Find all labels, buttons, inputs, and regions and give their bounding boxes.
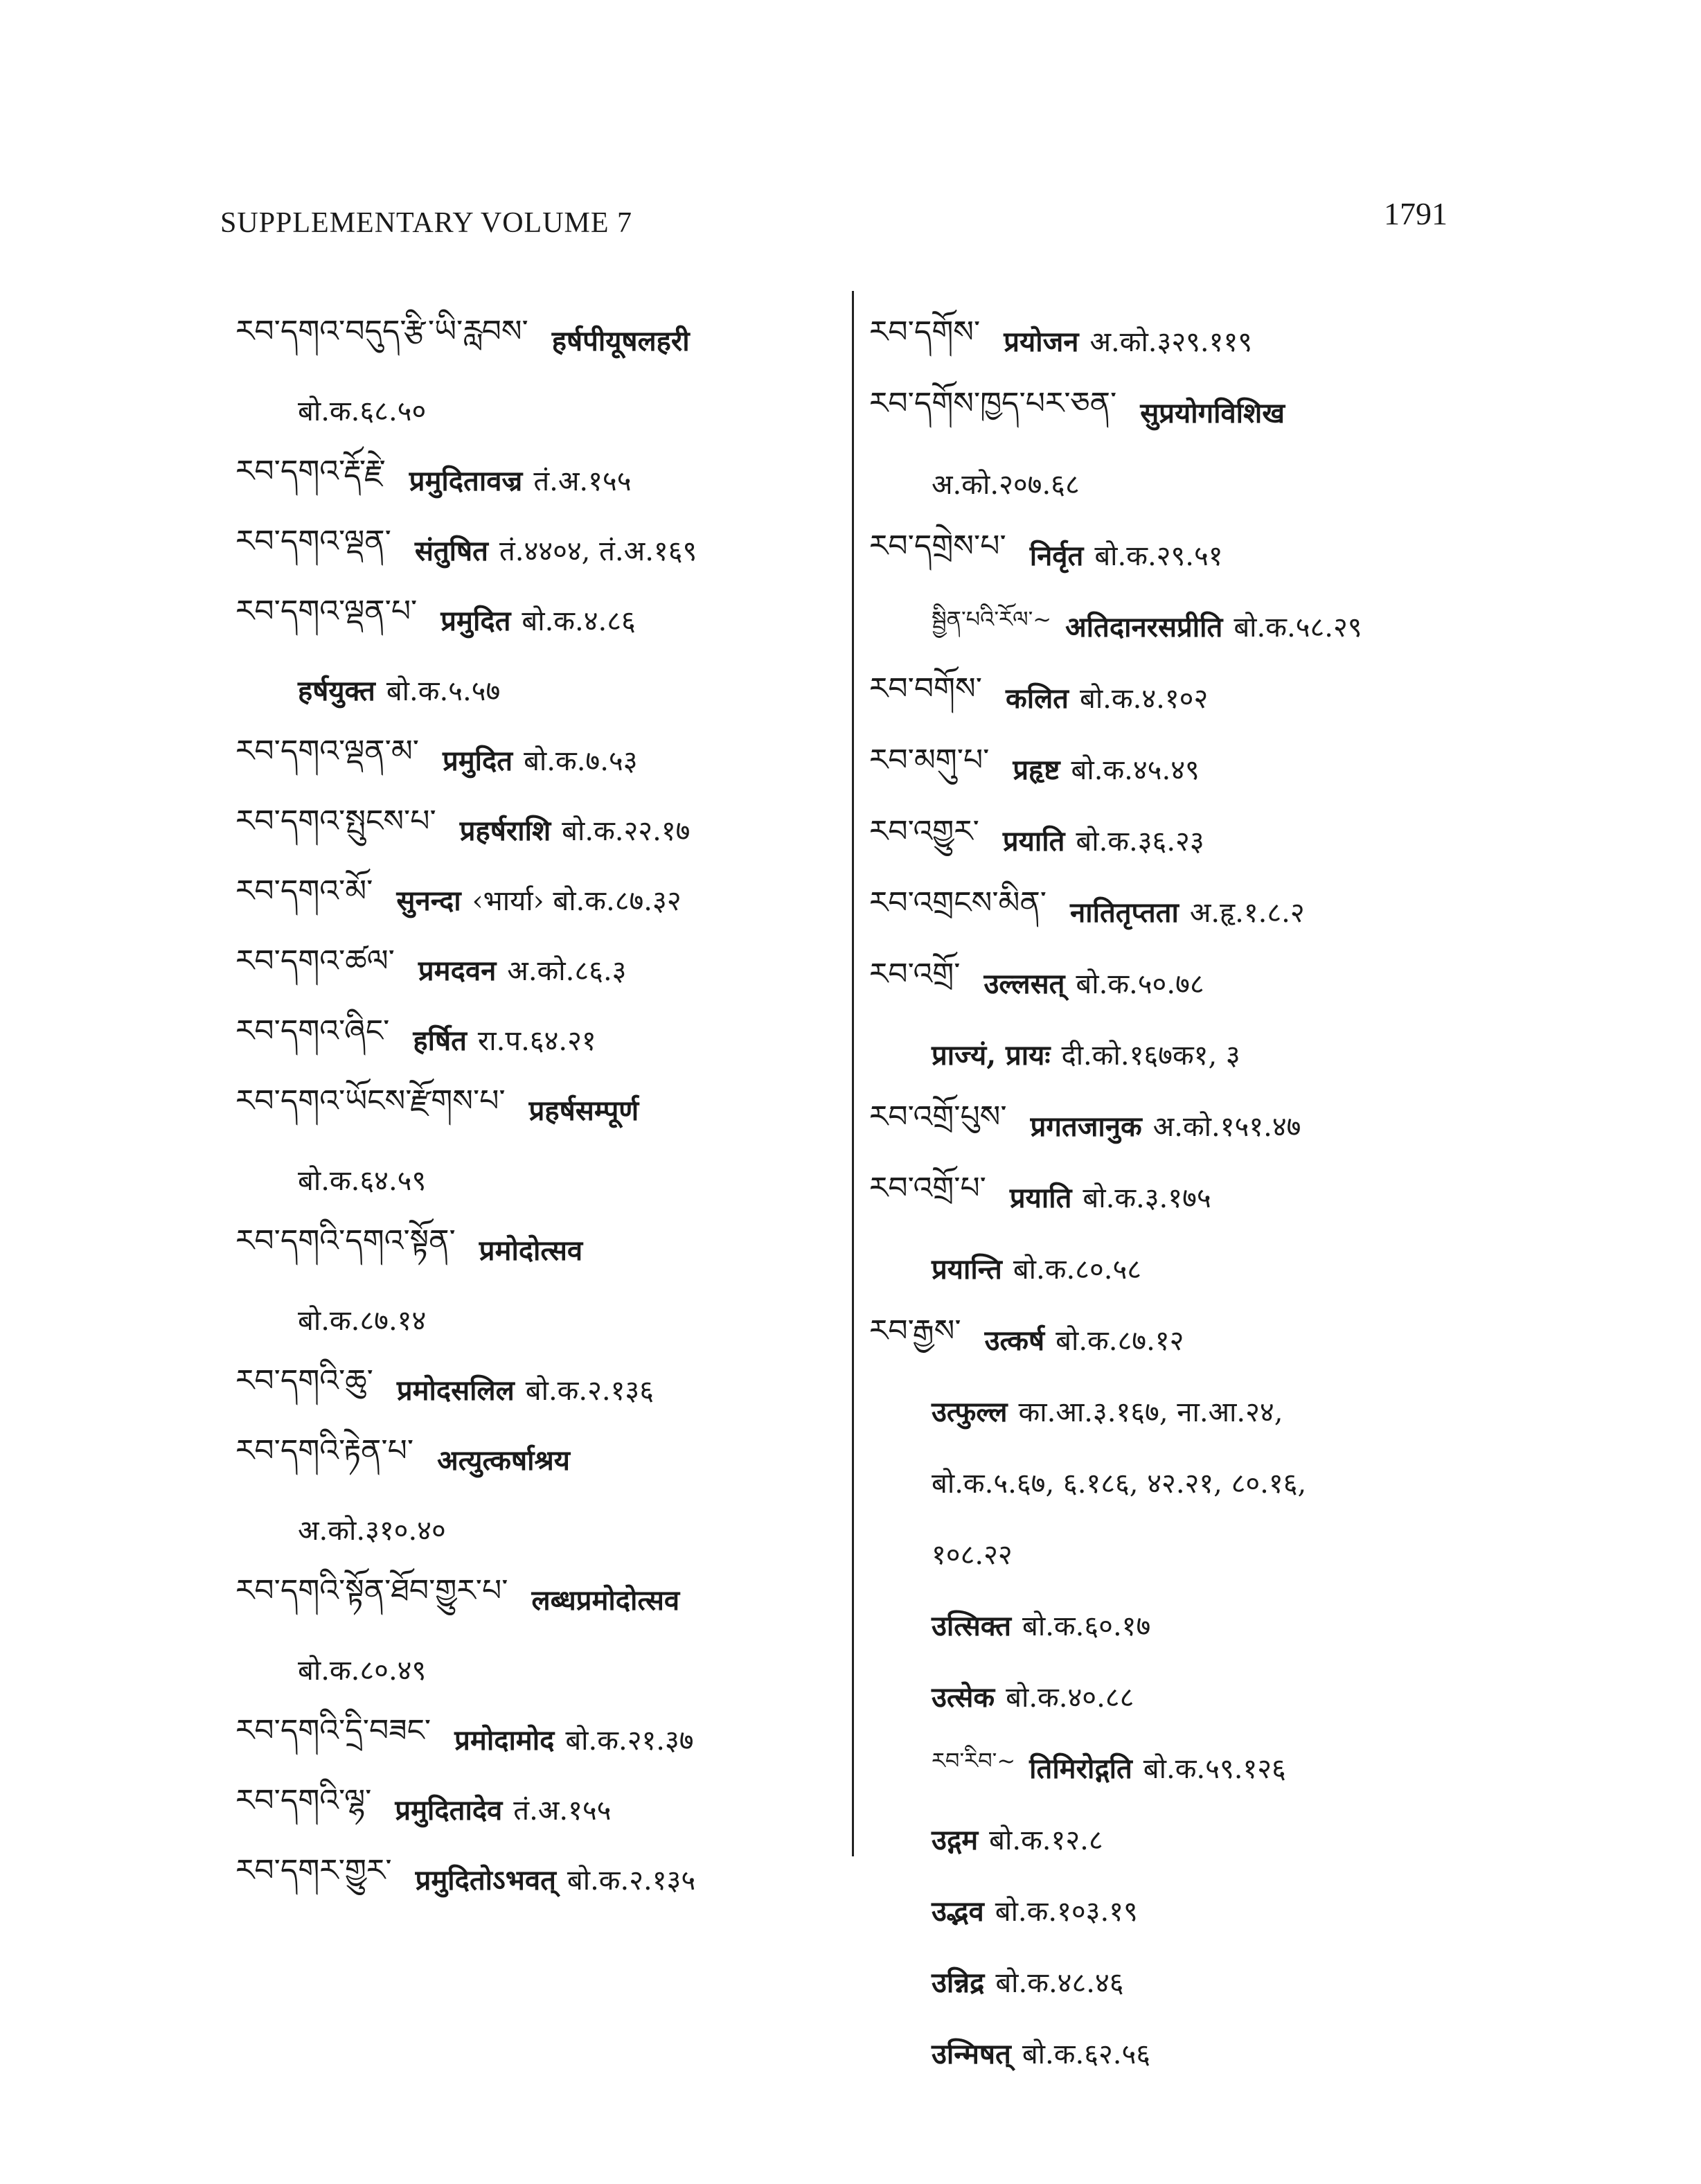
dictionary-entry-line: [235, 445, 845, 515]
source-reference: बो.क.७.५३: [524, 745, 638, 777]
source-reference: बो.क.६८.५०: [298, 396, 427, 427]
tibetan-headword: རབ་འགྲོ་པུས་: [869, 1099, 1007, 1135]
source-reference: बो.क.२९.५१: [1094, 540, 1223, 572]
sanskrit-equivalent: प्रमुदित: [440, 605, 511, 637]
sanskrit-equivalent: उन्मिषत्: [932, 2038, 1011, 2070]
tibetan-headword: རབ་དགའ་སྤུངས་པ་: [235, 803, 436, 839]
source-reference: तं.अ.१५५: [533, 465, 632, 497]
sanskrit-equivalent: प्रयाति: [1009, 1182, 1072, 1214]
sanskrit-equivalent: प्रहर्षराशि: [459, 815, 551, 847]
tibetan-headword: རབ་འགྱུར་: [869, 813, 979, 849]
source-reference: बो.क.४.१०२: [1079, 683, 1209, 715]
dictionary-entry-line: [235, 305, 845, 375]
dictionary-entry-line: [235, 515, 845, 585]
tibetan-headword: རབ་འགྲོ་: [869, 956, 961, 992]
source-reference: अ.को.८६.३: [507, 955, 627, 987]
dictionary-entry-line: [869, 1660, 1479, 1732]
source-reference: अ.को.३१०.४०: [298, 1515, 446, 1547]
sanskrit-equivalent: सुप्रयोगविशिख: [1140, 397, 1285, 429]
source-reference: रा.प.६४.२१: [477, 1025, 596, 1057]
sanskrit-equivalent: लब्धप्रमोदोत्सव: [531, 1584, 680, 1617]
dictionary-entry-line: [869, 876, 1479, 947]
sanskrit-equivalent: तिमिरोद्गति: [1029, 1752, 1132, 1785]
dictionary-entry-line: [235, 725, 845, 794]
sanskrit-equivalent: प्रमदवन: [418, 955, 497, 987]
sanskrit-equivalent: उद्गम: [932, 1824, 979, 1856]
source-reference: बो.क.२२.१७: [562, 815, 691, 847]
dictionary-entry-line: [235, 1494, 845, 1564]
sanskrit-equivalent: कलित: [1005, 682, 1069, 715]
source-reference: बो.क.४५.४९: [1071, 754, 1200, 786]
source-reference: तं.४४०४, तं.अ.१६९: [499, 535, 697, 567]
tibetan-headword: རབ་དགའི་ལྷ་: [235, 1782, 372, 1818]
tibetan-headword: རབ་དགའི་དྲི་བཟང་: [235, 1712, 431, 1748]
source-reference: बो.क.१२.८: [989, 1825, 1103, 1856]
tibetan-headword: རབ་རིབ་~: [932, 1747, 1016, 1774]
sanskrit-equivalent: प्रमोदोत्सव: [479, 1234, 583, 1267]
dictionary-entry-line: [869, 305, 1479, 376]
sanskrit-equivalent: प्रमुदित: [442, 745, 513, 777]
running-title: SUPPLEMENTARY VOLUME 7: [220, 207, 633, 239]
tibetan-headword: རབ་དགའི་རྟེན་པ་: [235, 1432, 414, 1468]
dictionary-entry-line: [235, 864, 845, 934]
dictionary-entry-line: [869, 590, 1479, 662]
sanskrit-equivalent: सुनन्दा: [396, 885, 461, 917]
dictionary-entry-line: [869, 519, 1479, 590]
source-reference: बो.क.५८.२९: [1234, 612, 1362, 643]
sanskrit-equivalent: निर्वृत: [1029, 540, 1084, 572]
dictionary-entry-line: [869, 1304, 1479, 1375]
dictionary-entry-line: [869, 376, 1479, 447]
tibetan-headword: རབ་དགོས་: [869, 314, 981, 350]
dictionary-entry-line: [235, 934, 845, 1004]
dictionary-entry-line: [869, 1018, 1479, 1090]
source-reference: बो.क.८०.४९: [298, 1655, 427, 1687]
sanskrit-equivalent: हर्षयुक्त: [298, 675, 375, 707]
tibetan-headword: རབ་དགའ་ཞིང་: [235, 1013, 390, 1049]
source-reference: अ.को.१५१.४७: [1152, 1111, 1301, 1143]
tibetan-headword: རབ་དགའ་རྡོ་རྗེ་: [235, 453, 386, 489]
tibetan-headword: རབ་དགའ་ཚལ་: [235, 943, 395, 979]
sanskrit-equivalent: प्रयाति: [1002, 825, 1065, 858]
source-reference: बो.क.२.१३५: [567, 1865, 696, 1897]
tibetan-headword: རབ་དགར་གྱུར་: [235, 1852, 392, 1888]
sanskrit-equivalent: नातितृप्तता: [1070, 896, 1179, 929]
dictionary-entry-line: [235, 1214, 845, 1284]
dictionary-entry-line: [235, 1424, 845, 1494]
source-reference: बो.क.४०.८८: [1006, 1682, 1134, 1714]
sanskrit-equivalent: प्रयान्ति: [932, 1253, 1002, 1286]
dictionary-entry-line: [869, 447, 1479, 519]
sanskrit-equivalent: उत्कर्ष: [984, 1324, 1045, 1357]
source-reference: तं.अ.१५५: [513, 1795, 612, 1827]
tibetan-headword: རབ་དགྲེས་པ་: [869, 528, 1006, 564]
source-reference: बो.क.४.८६: [522, 605, 636, 637]
source-reference: बो.क.३.१७५: [1083, 1182, 1211, 1214]
right-column: [869, 305, 1479, 2088]
source-reference: बो.क.४८.४६: [995, 1967, 1124, 1999]
dictionary-entry-line: [869, 1446, 1479, 1518]
source-reference: बो.क.६०.१७: [1022, 1610, 1151, 1642]
source-reference: अ.को.३२९.११९: [1089, 326, 1253, 358]
sanskrit-equivalent: प्रहर्षसम्पूर्ण: [528, 1094, 639, 1127]
left-column: [235, 305, 845, 1914]
dictionary-entry-line: [869, 662, 1479, 733]
source-reference: बो.क.२.१३६: [525, 1375, 654, 1407]
page-number: 1791: [1384, 196, 1448, 231]
sanskrit-equivalent: प्रमुदितादेव: [395, 1794, 503, 1827]
sanskrit-equivalent: उन्निद्र: [932, 1967, 985, 1999]
sanskrit-equivalent: हर्षपीयूषलहरी: [551, 325, 690, 357]
dictionary-entry-line: [869, 733, 1479, 804]
tibetan-headword: རབ་དགའ་ཡོངས་རྫོགས་པ་: [235, 1083, 506, 1119]
tibetan-headword: རབ་དགོས་ཁྱད་པར་ཅན་: [869, 385, 1117, 421]
source-reference: बो.क.३६.२३: [1076, 826, 1204, 858]
dictionary-entry-line: [869, 1232, 1479, 1304]
sanskrit-equivalent: प्रमुदितावज्र: [409, 465, 523, 497]
dictionary-entry-line: [235, 1774, 845, 1844]
tibetan-headword: རབ་དགའི་ཆུ་: [235, 1362, 373, 1399]
source-reference: बो.क.८०.५८: [1013, 1254, 1142, 1286]
source-reference: अ.को.२०७.६८: [932, 469, 1080, 501]
dictionary-entry-line: [235, 1844, 845, 1914]
dictionary-entry-line: [235, 1284, 845, 1354]
sanskrit-equivalent: प्रहृष्ट: [1013, 754, 1060, 786]
sanskrit-equivalent: उत्सिक्त: [932, 1610, 1011, 1642]
dictionary-entry-line: [235, 1004, 845, 1074]
dictionary-entry-line: [869, 1946, 1479, 2017]
dictionary-entry-line: [235, 794, 845, 864]
tibetan-headword: རབ་འགྲངས་མིན་: [869, 885, 1047, 921]
tibetan-headword: རབ་དགའ་ལྡན་མ་: [235, 733, 419, 769]
tibetan-headword: རབ་བགོས་: [869, 671, 982, 707]
tibetan-headword: རབ་དགའ་ལྡན་པ་: [235, 593, 418, 629]
source-reference: अ.हृ.१.८.२: [1189, 897, 1305, 929]
tibetan-headword: རབ་རྒྱས་: [869, 1313, 961, 1349]
dictionary-entry-line: [869, 1161, 1479, 1232]
dictionary-entry-line: [235, 1144, 845, 1214]
source-reference: बो.क.५.५७: [386, 675, 501, 707]
source-reference: बो.क.६२.५६: [1022, 2039, 1151, 2070]
dictionary-entry-line: [235, 1074, 845, 1144]
dictionary-entry-line: [235, 1354, 845, 1424]
source-reference: बो.क.८७.१४: [298, 1305, 427, 1337]
tibetan-headword: རབ་དགའི་དགའ་སྟོན་: [235, 1223, 456, 1259]
column-divider: [852, 291, 854, 1856]
sanskrit-equivalent: उत्फुल्ल: [932, 1396, 1008, 1428]
dictionary-entry-line: [235, 1704, 845, 1774]
sanskrit-equivalent: प्राज्यं, प्रायः: [932, 1039, 1051, 1072]
sanskrit-equivalent: उत्सेक: [932, 1681, 995, 1714]
dictionary-entry-line: [869, 2017, 1479, 2088]
dictionary-entry-line: [869, 1803, 1479, 1874]
source-reference: बो.क.६४.५९: [298, 1165, 427, 1197]
source-reference: का.आ.३.१६७, ना.आ.२४,: [1018, 1396, 1283, 1428]
tibetan-headword: རབ་འགྲོ་པ་: [869, 1170, 986, 1206]
sanskrit-equivalent: प्रयोजन: [1004, 326, 1079, 358]
source-reference: बो.क.२१.३७: [565, 1725, 694, 1757]
sanskrit-equivalent: संतुषित: [414, 535, 488, 567]
source-reference: १०८.२२: [932, 1539, 1013, 1571]
dictionary-entry-line: [869, 1375, 1479, 1446]
dictionary-entry-line: [235, 585, 845, 655]
source-reference: बो.क.५०.७८: [1076, 968, 1204, 1000]
sanskrit-equivalent: प्रगतजानुक: [1030, 1110, 1142, 1143]
source-reference: ‹भार्या› बो.क.८७.३२: [472, 885, 682, 917]
dictionary-entry-line: [869, 1874, 1479, 1946]
source-reference: बो.क.५.६७, ६.१८६, ४२.२१, ८०.१६,: [932, 1468, 1307, 1500]
sanskrit-equivalent: अत्युत्कर्षाश्रय: [437, 1444, 570, 1477]
dictionary-entry-line: [869, 1518, 1479, 1589]
sanskrit-equivalent: हर्षित: [413, 1024, 467, 1057]
dictionary-entry-line: [869, 804, 1479, 876]
dictionary-entry-line: [869, 1589, 1479, 1660]
dictionary-entry-line: [235, 655, 845, 725]
sanskrit-equivalent: उल्लसत्: [983, 968, 1065, 1000]
tibetan-headword: རབ་དགའ་བདུད་རྩི་ཡི་རླབས་: [235, 313, 528, 349]
sanskrit-equivalent: अतिदानरसप्रीति: [1065, 611, 1223, 643]
dictionary-entry-line: [869, 1090, 1479, 1161]
dictionary-entry-line: [235, 1564, 845, 1634]
sanskrit-equivalent: प्रमुदितोऽभवत्: [415, 1864, 556, 1897]
tibetan-headword: སྦྱིན་པའི་རོལ་~: [932, 605, 1052, 632]
sanskrit-equivalent: प्रमोदसलिल: [396, 1374, 515, 1407]
source-reference: बो.क.१०३.१९: [995, 1896, 1138, 1928]
dictionary-entry-line: [869, 1732, 1479, 1803]
tibetan-headword: རབ་དགའ་ལྡན་: [235, 523, 391, 559]
dictionary-entry-line: [235, 1634, 845, 1704]
source-reference: बो.क.५९.१२६: [1143, 1753, 1286, 1785]
sanskrit-equivalent: प्रमोदामोद: [454, 1724, 555, 1757]
dictionary-entry-line: [869, 947, 1479, 1018]
source-reference: बो.क.८७.१२: [1056, 1325, 1184, 1357]
source-reference: दी.को.१६७क१, ३: [1061, 1040, 1240, 1072]
sanskrit-equivalent: उद्भव: [932, 1895, 984, 1928]
tibetan-headword: རབ་མགུ་པ་: [869, 742, 990, 778]
tibetan-headword: རབ་དགའ་མོ་: [235, 873, 373, 909]
dictionary-entry-line: [235, 375, 845, 445]
tibetan-headword: རབ་དགའི་སྟོན་ཐོབ་གྱུར་པ་: [235, 1572, 508, 1608]
